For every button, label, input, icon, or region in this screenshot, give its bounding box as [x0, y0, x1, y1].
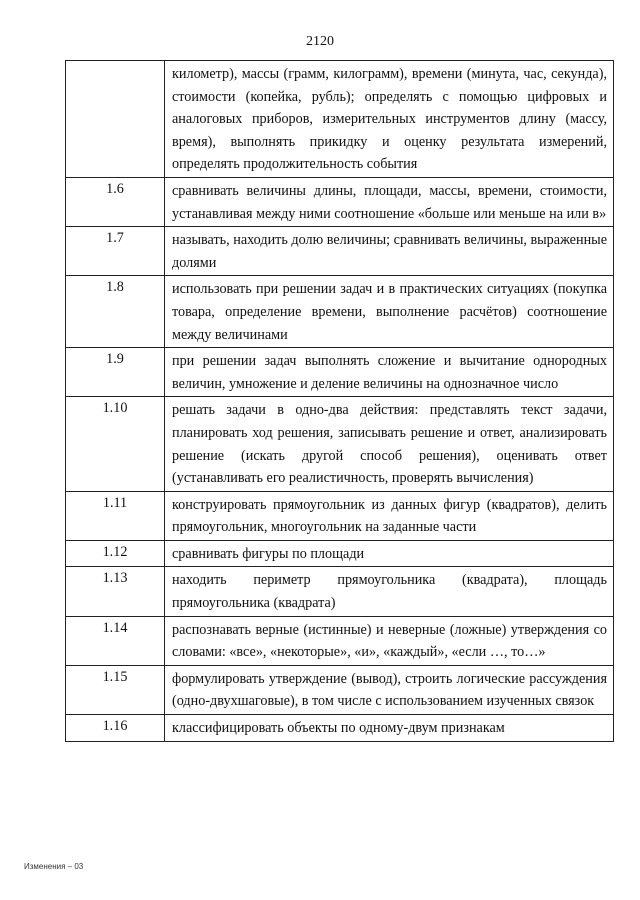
- table-row: [66, 348, 614, 397]
- footer-revision-note: Изменения – 03: [24, 862, 84, 871]
- table-row: [66, 616, 614, 665]
- table-row: [66, 276, 614, 348]
- table-row: [66, 177, 614, 226]
- row-number: 1.8: [66, 276, 165, 348]
- row-text: конструировать прямоугольник из данных фигур (квадратов), делить прямоугольник, многоугольник на заданные части: [165, 491, 614, 540]
- table-row: [66, 540, 614, 567]
- row-text: при решении задач выполнять сложение и вычитание однородных величин, умножение и деление величины на однозначное число: [165, 348, 614, 397]
- table-row: [66, 491, 614, 540]
- row-number: [66, 61, 165, 178]
- table-row: [66, 567, 614, 616]
- table-row: [66, 665, 614, 714]
- row-number: 1.16: [66, 715, 165, 742]
- row-number: 1.14: [66, 616, 165, 665]
- row-text: решать задачи в одно-два действия: представлять текст задачи, планировать ход решения, записывать решение и ответ, анализировать решение (искать другой способ решения), оценивать ответ (устанавливать его реалистичность, проверять вычисления): [165, 397, 614, 491]
- row-text: километр), массы (грамм, килограмм), времени (минута, час, секунда), стоимости (копейка, рубль); определять с помощью цифровых и аналоговых приборов, измерительных инструментов длину (массу, время), выполнять прикидку и оценку результата измерений, определять продолжительность события: [165, 61, 614, 178]
- page-number: 2120: [306, 34, 334, 49]
- row-number: 1.6: [66, 177, 165, 226]
- row-text: классифицировать объекты по одному-двум признакам: [165, 715, 614, 742]
- row-text: сравнивать величины длины, площади, массы, времени, стоимости, устанавливая между ними соотношение «больше или меньше на или в»: [165, 177, 614, 226]
- row-number: 1.10: [66, 397, 165, 491]
- row-number: 1.11: [66, 491, 165, 540]
- row-text: использовать при решении задач и в практических ситуациях (покупка товара, определение времени, выполнение расчётов) соотношение между величинами: [165, 276, 614, 348]
- table-row: [66, 227, 614, 276]
- table-row: [66, 715, 614, 742]
- row-number: 1.9: [66, 348, 165, 397]
- requirements-table: [65, 60, 614, 742]
- row-text: формулировать утверждение (вывод), строить логические рассуждения (одно-двухшаговые), в том числе с использованием изученных связок: [165, 665, 614, 714]
- row-number: 1.12: [66, 540, 165, 567]
- row-text: распознавать верные (истинные) и неверные (ложные) утверждения со словами: «все», «некоторые», «и», «каждый», «если …, то…»: [165, 616, 614, 665]
- table-row: [66, 61, 614, 178]
- row-text: находить периметр прямоугольника (квадрата), площадь прямоугольника (квадрата): [165, 567, 614, 616]
- row-number: 1.13: [66, 567, 165, 616]
- row-number: 1.7: [66, 227, 165, 276]
- table-row: [66, 397, 614, 491]
- row-text: называть, находить долю величины; сравнивать величины, выраженные долями: [165, 227, 614, 276]
- row-text: сравнивать фигуры по площади: [165, 540, 614, 567]
- row-number: 1.15: [66, 665, 165, 714]
